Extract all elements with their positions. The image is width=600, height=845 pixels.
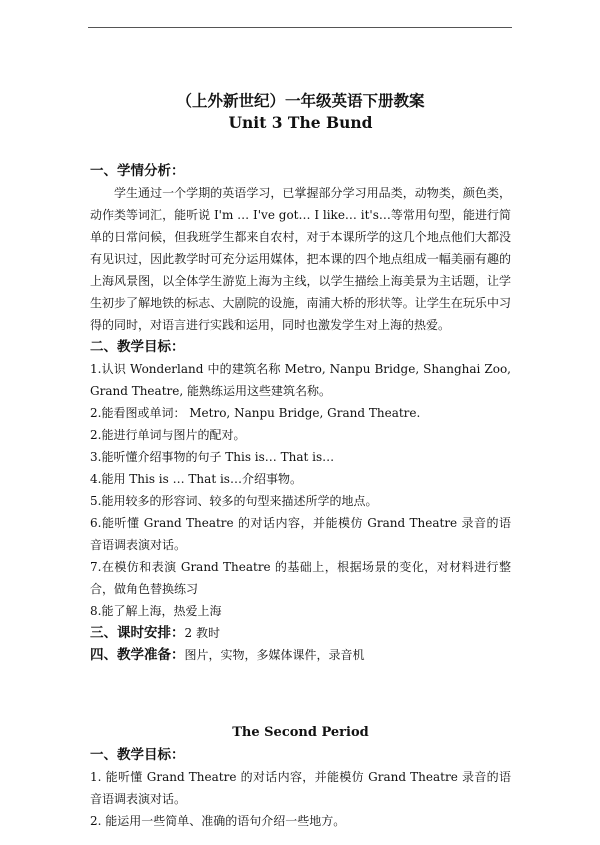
second-period-heading: 一、教学目标： [90,747,185,763]
objective-item: 1.认识 Wonderland 中的建筑名称 Metro, Nanpu Bridge, Shanghai Zoo, Grand Theatre, 能熟练运用这些建筑名称。 [90,362,511,398]
objective-item: 8.能了解上海，热爱上海 [90,604,222,618]
objective-item: 5.能用较多的形容词、较多的句型来描述所学的地点。 [90,494,378,508]
section-heading-analysis: 一、学情分析： [90,163,185,179]
objective-item: 2.能看图或单词： Metro, Nanpu Bridge, Grand Theatre. [90,406,421,420]
second-period-item: 1. 能听懂 Grand Theatre 的对话内容，并能模仿 Grand Theatre 录音的语音语调表演对话。 [90,770,511,806]
objective-item: 6.能听懂 Grand Theatre 的对话内容，并能模仿 Grand Theatre 录音的语音语调表演对话。 [90,516,511,552]
objective-item: 2.能进行单词与图片的配对。 [90,428,246,442]
objective-item: 3.能听懂介绍事物的句子 This is… That is… [90,450,335,464]
schedule-heading: 三、课时安排： [90,625,185,641]
second-period-title: The Second Period [232,725,369,740]
objective-item: 4.能用 This is … That is…介绍事物。 [90,472,302,486]
section-heading-objectives: 二、教学目标： [90,339,185,355]
second-period-item: 2. 能运用一些简单、准确的语句介绍一些地方。 [90,814,346,828]
doc-title-english: Unit 3 The Bund [228,113,373,132]
header-rule [88,27,512,28]
preparation-content: 图片，实物，多媒体课件，录音机 [184,648,365,662]
section-schedule [90,622,511,644]
schedule-content: 2 教时 [184,626,220,640]
section-preparation [90,644,511,666]
analysis-paragraph: 学生通过一个学期的英语学习，已掌握部分学习用品类，动物类，颜色类，动作类等词汇，能听说 I'm … I've got… I like… it's…等常用句型，能进行简单的日常问候，但我班学生都来自农村，对于本课所学的这几个地点他们大都没有见识过，因此教学时可充分运用媒体，把本课的四个地点组成一幅美丽有趣的上海风景图，以全体学生游览上海为主线，以学生描绘上海美景为主话题，让学生初步了解地铁的标志、大剧院的设施，南浦大桥的形状等。让学生在玩乐中习得的同时，对语言进行实践和运用，同时也激发学生对上海的热爱。 [90,186,511,332]
doc-title-chinese: （上外新世纪）一年级英语下册教案 [176,91,425,110]
document-body [90,90,511,832]
objective-item: 7.在模仿和表演 Grand Theatre 的基础上，根据场景的变化，对材料进行整合，做角色替换练习 [90,560,511,596]
preparation-heading: 四、教学准备： [90,647,185,663]
